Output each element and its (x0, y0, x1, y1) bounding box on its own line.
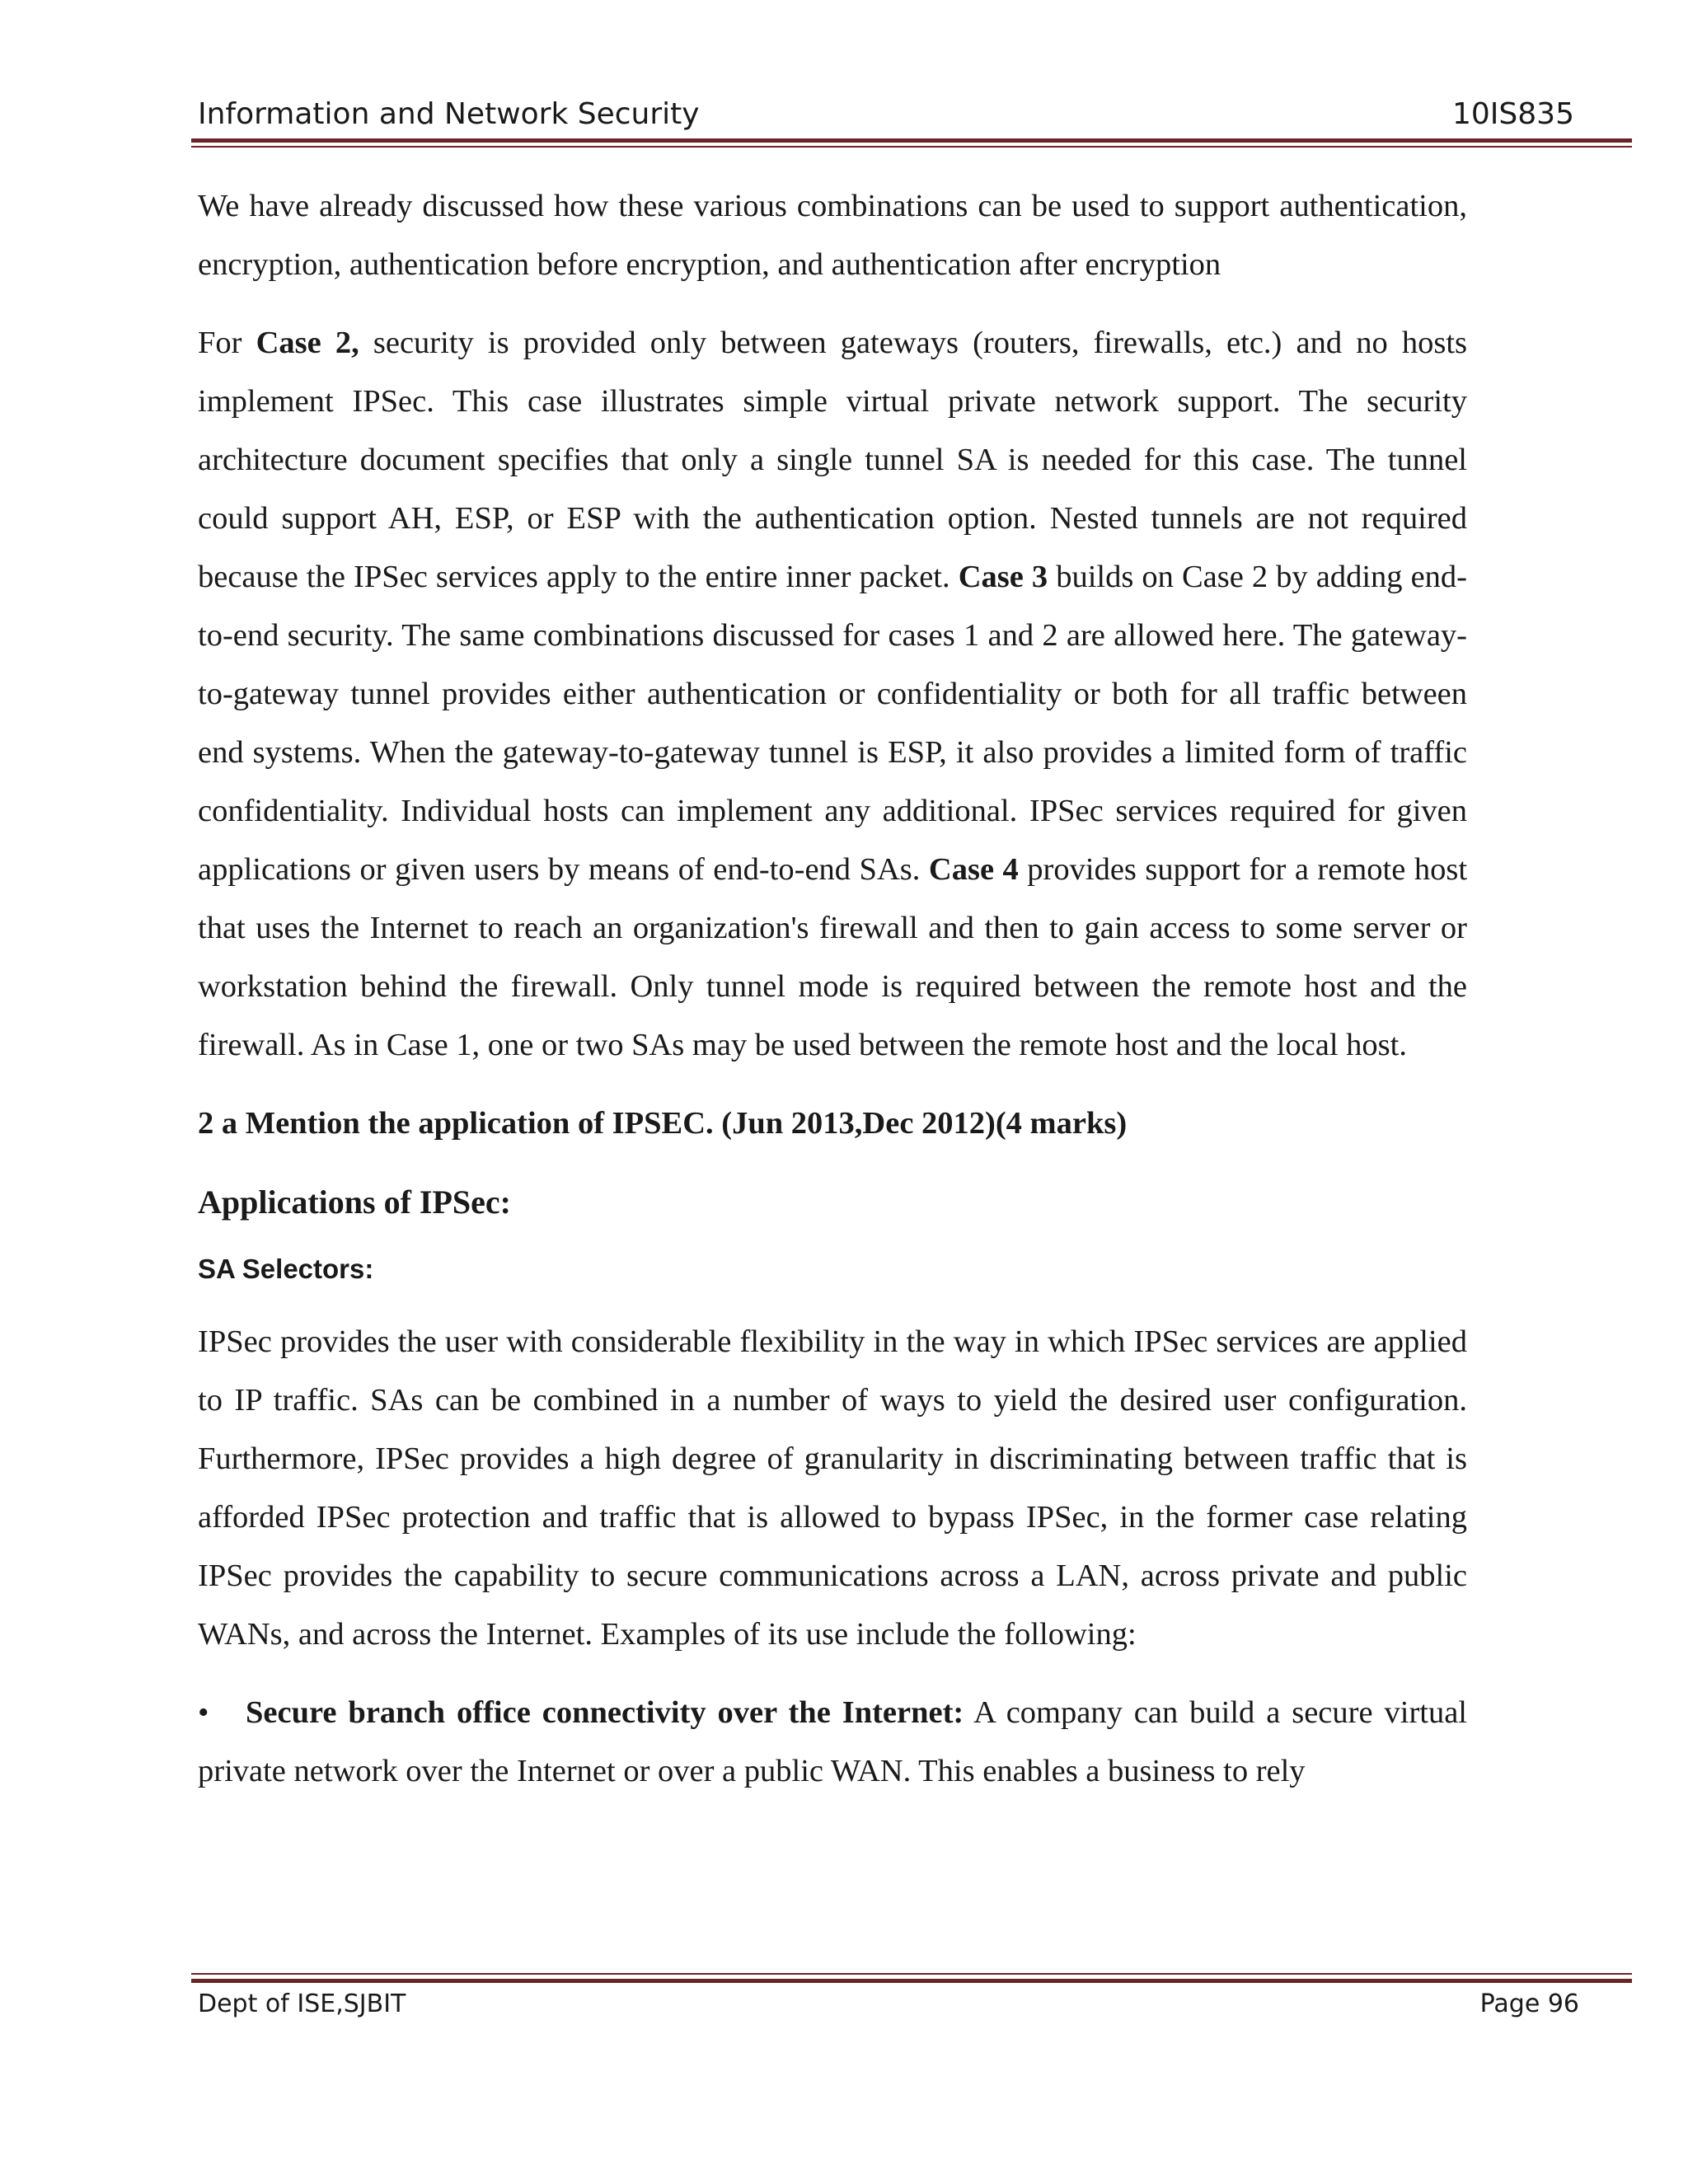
text-run: builds on Case 2 by adding end-to-end security. The same combinations discussed for cases 1 and 2 are allowed here. The gateway-to-gateway tunnel provides either authentication or confidentiality or both for all traffic between end systems. When the gateway-to-gateway tunnel is ESP, it also provides a limited form of traffic confidentiality. Individual hosts can implement any additional. IPSec services required for given applications or given users by means of end-to-end SAs. (198, 560, 1467, 887)
footer-page-number: Page 96 (1479, 1990, 1579, 2018)
bullet-item (198, 1684, 1467, 1801)
header-title: Information and Network Security (198, 97, 700, 131)
paragraph-cases (198, 314, 1467, 1075)
footer-dept: Dept of ISE,SJBIT (198, 1990, 406, 2018)
paragraph-ipsec-flexibility: IPSec provides the user with considerable flexibility in the way in which IPSec services are applied to IP traffic. SAs can be combined in a number of ways to yield the desired user configuration. Furthermore, IPSec provides a high degree of granularity in discriminating between traffic that is afforded IPSec protection and traffic that is allowed to bypass IPSec, in the former case relating IPSec provides the capability to secure communications across a LAN, across private and public WANs, and across the Internet. Examples of its use include the following: (198, 1324, 1467, 1652)
bold-case-3: Case 3 (958, 560, 1048, 594)
text-run: A company can build a secure virtual private network over the Internet or over a public WAN. This enables a business to rely (198, 1695, 1467, 1788)
text-run: security is provided only between gateways (routers, firewalls, etc.) and no hosts implement IPSec. This case illustrates simple virtual private network support. The security architecture document specifies that only a single tunnel SA is needed for this case. The tunnel could support AH, ESP, or ESP with the authentication option. Nested tunnels are not required because the IPSec services apply to the entire inner packet. (198, 326, 1468, 594)
question-heading: 2 a Mention the application of IPSEC. (Jun 2013,Dec 2012)(4 marks) (198, 1106, 1128, 1141)
paragraph-combinations: We have already discussed how these various combinations can be used to support authentication, encryption, authentication before encryption, and authentication after encryption (198, 189, 1467, 282)
sa-selectors-heading: SA Selectors: (198, 1254, 374, 1284)
header-rule-thick (191, 138, 1632, 143)
bold-case-2: Case 2, (256, 326, 359, 360)
bullet-icon: • (198, 1695, 209, 1730)
bold-case-4: Case 4 (928, 852, 1019, 887)
document-body (198, 177, 1467, 1801)
header-rule-thin (191, 146, 1632, 148)
bullet-bold-lead: Secure branch office connectivity over the Internet: (246, 1695, 964, 1730)
bullet-text (198, 1684, 1467, 1801)
applications-heading: Applications of IPSec: (198, 1183, 511, 1221)
footer-rule-thin (191, 1973, 1632, 1975)
text-run: provides support for a remote host that uses the Internet to reach an organization's firewall and then to gain access to some server or workstation behind the firewall. Only tunnel mode is required between the remote host and the firewall. As in Case 1, one or two SAs may be used between the remote host and the local host. (198, 852, 1468, 1062)
header-course-code: 10IS835 (1452, 97, 1574, 131)
footer-rule-thick (191, 1979, 1632, 1983)
text-run: For (198, 326, 256, 360)
